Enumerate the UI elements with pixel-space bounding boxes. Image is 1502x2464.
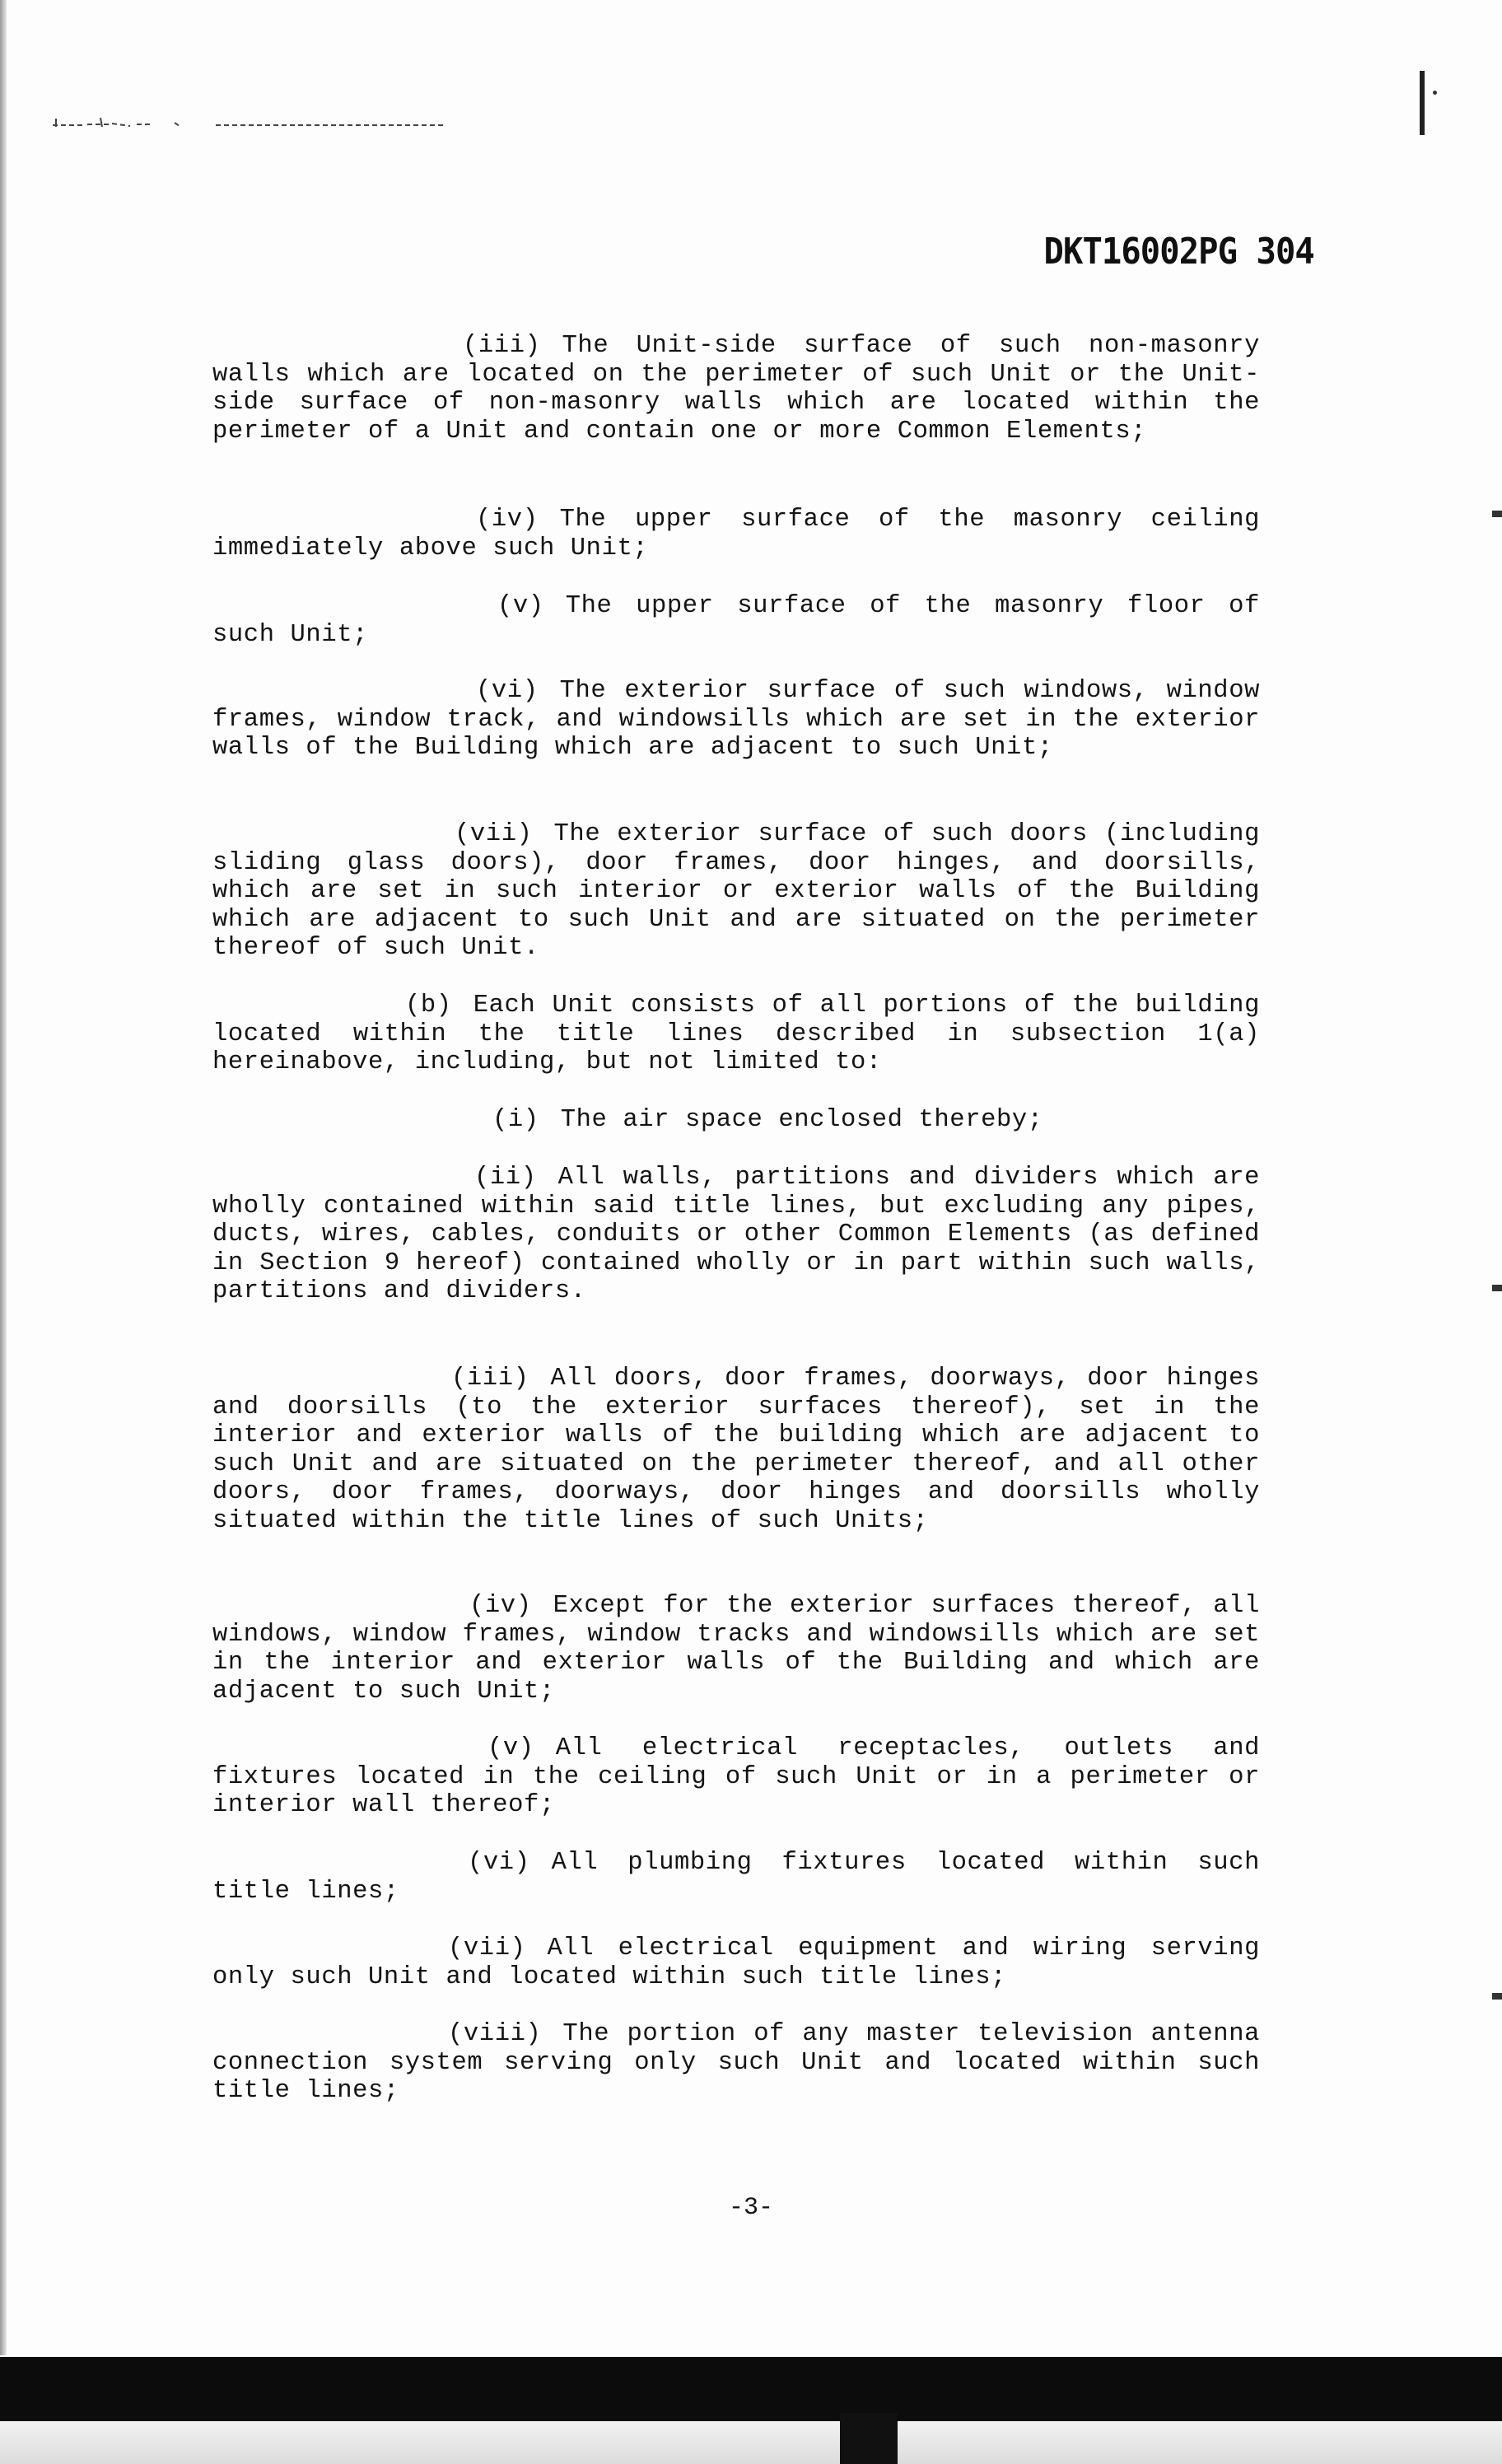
paragraph-text: The portion of any master television antenna connection system serving only such Unit and located within such title lines; [212,2020,1260,2105]
paragraph [212,506,1260,562]
paragraph-text: All doors, door frames, doorways, door hinges and doorsills (to the exterior surfaces thereof), set in the interior and exterior walls of the building which are adjacent to such Unit and are situated on the perimeter thereof, and all other doors, door frames, doorways, door hinges and doorsills wholly situated within the title lines of such Units; [212,1365,1260,1535]
paragraph-text: The exterior surface of such doors (including sliding glass doors), door frames, door hinges, and doorsills, which are set in such interior or exterior walls of the Building which are adjacent to such Unit and are situated on the perimeter thereof of such Unit. [212,820,1260,962]
paragraph-number: (iii) [451,1365,529,1393]
paragraph [212,592,1260,649]
paragraph-number: (iv) [476,506,539,534]
paragraph [212,1849,1260,1906]
paragraph-text: The exterior surface of such windows, window frames, window track, and windowsills which are set in the exterior walls of the Building which are adjacent to such Unit; [212,677,1260,762]
page-number: -3- [728,2194,773,2222]
paragraph [212,992,1260,1077]
paragraph-text: All plumbing fixtures located within such title lines; [212,1849,1260,1906]
paragraph [212,1592,1260,1706]
scan-edge-tick [1492,1285,1502,1291]
paragraph-text: The upper surface of the masonry ceiling immediately above such Unit; [212,506,1260,562]
scan-left-edge [0,0,7,2355]
paragraph-number: (iv) [469,1592,532,1620]
paragraph-text: The upper surface of the masonry floor of such Unit; [212,592,1260,649]
paragraph-number: (v) [487,1734,534,1762]
scan-artifact-scribble [51,117,446,128]
paragraph [212,2020,1260,2106]
paragraph [212,1934,1260,1991]
paragraph-text: Except for the exterior surfaces thereof, all windows, window frames, window tracks and windowsills which are set in the interior and exterior walls of the Building and which are adjacent to such Unit; [212,1592,1260,1706]
paragraph [212,1734,1260,1820]
scan-bottom-strip [0,2421,1502,2464]
paragraph-number: (ii) [474,1164,537,1192]
scan-margin-mark [1420,71,1425,135]
paragraph-text: All walls, partitions and dividers which are wholly contained within said title lines, but excluding any pipes, ducts, wires, cables, conduits or other Common Elements (as defined in Section 9 hereof) contained wholly or in part within such walls, partitions and dividers. [212,1164,1260,1305]
paragraph-number: (vii) [448,1934,526,1962]
paragraph [212,332,1260,446]
paragraph [212,1164,1260,1306]
paragraph [212,1106,1260,1135]
paragraph [212,820,1260,963]
paragraph-text: The air space enclosed thereby; [560,1106,1043,1134]
paragraph-number: (b) [405,992,452,1020]
paragraph-text: All electrical equipment and wiring serving only such Unit and located within such title lines; [212,1934,1260,1991]
scan-edge-tick [1492,1993,1502,2000]
paragraph-number: (vi) [468,1849,530,1877]
paragraph-text: All electrical receptacles, outlets and fixtures located in the ceiling of such Unit or in a perimeter or interior wall thereof; [212,1734,1260,1819]
docket-stamp: DKT16002PG 304 [1043,231,1314,273]
paragraph-text: Each Unit consists of all portions of the building located within the title lines described in subsection 1(a) hereinabove, including, but not limited to: [212,992,1260,1076]
paragraph [212,1365,1260,1535]
paragraph-number: (iii) [463,332,541,360]
paragraph-number: (v) [497,592,544,620]
scan-artifact-blot [840,2413,898,2464]
scan-edge-tick [1492,511,1502,517]
paragraph-number: (viii) [448,2020,542,2048]
paragraph-number: (vii) [455,820,533,848]
paragraph-number: (vi) [476,677,539,705]
paragraph-text: The Unit-side surface of such non-masonry walls which are located on the perimeter of such Unit or the Unit-side surface of non-masonry walls which are located within the perimeter of a Unit and contain one or more Common Elements; [212,332,1260,446]
paragraph-number: (i) [492,1106,539,1134]
paragraph [212,677,1260,763]
scan-margin-dot [1433,91,1437,95]
